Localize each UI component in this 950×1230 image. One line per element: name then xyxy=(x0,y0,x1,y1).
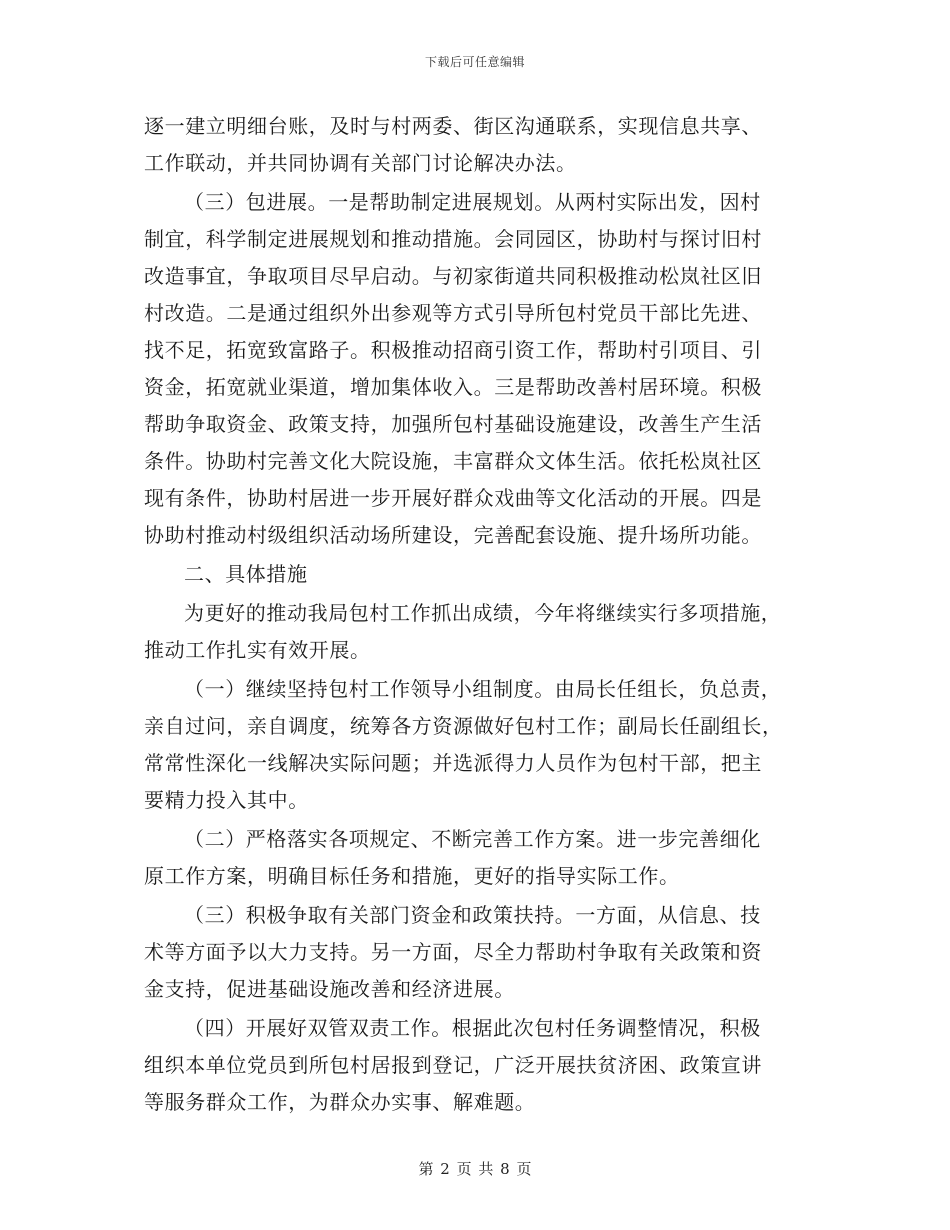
text-line: 常常性深化一线解决实际问题；并选派得力人员作为包村干部，把主 xyxy=(144,751,762,775)
text-line: 现有条件，协助村居进一步开展好群众戏曲等文化活动的开展。四是 xyxy=(144,486,762,510)
paragraph-start-line: （三）包进展。一是帮助制定进展规划。从两村实际出发，因村 xyxy=(184,190,761,214)
paragraph-start-line: 为更好的推动我局包村工作抓出成绩，今年将继续实行多项措施， xyxy=(184,601,782,625)
page-header: 下载后可任意编辑 xyxy=(424,55,525,69)
paragraph-start-line: （四）开展好双管双责工作。根据此次包村任务调整情况，积极 xyxy=(184,1016,761,1040)
text-line: 帮助争取资金、政策支持，加强所包村基础设施建设，改善生产生活 xyxy=(144,412,762,436)
paragraph-start-line: （一）继续坚持包村工作领导小组制度。由局长任组长，负总责， xyxy=(184,677,782,701)
text-line: 改造事宜，争取项目尽早启动。与初家街道共同积极推动松岚社区旧 xyxy=(144,264,762,288)
text-line: 原工作方案，明确目标任务和措施，更好的指导实际工作。 xyxy=(144,864,680,888)
text-line: 找不足，拓宽致富路子。积极推动招商引资工作，帮助村引项目、引 xyxy=(144,338,762,362)
text-line: 制宜，科学制定进展规划和推动措施。会同园区，协助村与探讨旧村 xyxy=(144,227,762,251)
text-line: 村改造。二是通过组织外出参观等方式引导所包村党员干部比先进、 xyxy=(144,301,762,325)
paragraph-start-line: （二）严格落实各项规定、不断完善工作方案。进一步完善细化 xyxy=(184,827,761,851)
text-line: 资金，拓宽就业渠道，增加集体收入。三是帮助改善村居环境。积极 xyxy=(144,375,762,399)
text-line: 亲自过问，亲自调度，统筹各方资源做好包村工作；副局长任副组长， xyxy=(144,714,783,738)
text-line: 条件。协助村完善文化大院设施，丰富群众文体生活。依托松岚社区 xyxy=(144,449,762,473)
text-line: 推动工作扎实有效开展。 xyxy=(144,638,371,662)
text-line: 协助村推动村级组织活动场所建设，完善配套设施、提升场所功能。 xyxy=(144,523,762,547)
text-line: 术等方面予以大力支持。另一方面，尽全力帮助村争取有关政策和资 xyxy=(144,940,762,964)
page-number-footer: 第 2 页 共 8 页 xyxy=(418,1160,532,1178)
text-line: 逐一建立明细台账，及时与村两委、街区沟通联系，实现信息共享、 xyxy=(144,114,762,138)
text-line: 要精力投入其中。 xyxy=(144,788,309,812)
section-heading: 二、具体措施 xyxy=(184,562,308,586)
paragraph-start-line: （三）积极争取有关部门资金和政策扶持。一方面，从信息、技 xyxy=(184,903,761,927)
text-line: 金支持，促进基础设施改善和经济进展。 xyxy=(144,977,515,1001)
text-line: 组织本单位党员到所包村居报到登记，广泛开展扶贫济困、政策宣讲 xyxy=(144,1053,762,1077)
text-line: 等服务群众工作，为群众办实事、解难题。 xyxy=(144,1090,536,1114)
text-line: 工作联动，并共同协调有关部门讨论解决办法。 xyxy=(144,151,577,175)
document-body xyxy=(144,108,809,1121)
